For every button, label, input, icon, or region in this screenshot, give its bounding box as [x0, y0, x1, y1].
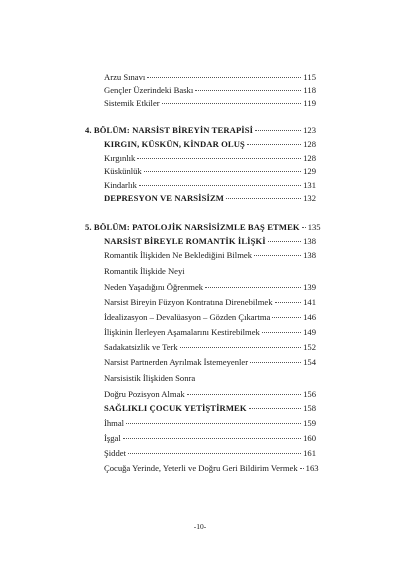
toc-entry-page: 118 — [303, 85, 316, 95]
leader-dots — [247, 144, 301, 145]
leader-dots — [250, 362, 301, 363]
toc-entry-title: Narsist Bireyin Füzyon Kontratına Direnebilmek — [104, 297, 273, 307]
toc-entry-title: İdealizasyon – Devalüasyon – Gözden Çıkartma — [104, 312, 271, 322]
toc-entry-page: 128 — [303, 153, 316, 163]
toc-entry-title: Narsisistik İlişkiden Sonra — [104, 373, 196, 383]
toc-entry-title: 5. BÖLÜM: PATOLOJİK NARSİSİZMLE BAŞ ETMEK — [85, 222, 300, 232]
leader-dots — [162, 103, 302, 104]
leader-dots — [262, 332, 301, 333]
toc-entry — [104, 463, 319, 474]
toc-entry-page: 154 — [303, 357, 316, 367]
toc-entry-line — [104, 373, 195, 384]
toc-entry-page: 152 — [303, 342, 316, 352]
toc-entry — [104, 72, 316, 83]
leader-dots — [300, 468, 304, 469]
toc-entry-page: 131 — [303, 180, 316, 190]
toc-entry-title: Romantik İlişkiden Ne Beklediğini Bilmek — [104, 250, 252, 260]
toc-entry-page: 123 — [303, 125, 316, 135]
leader-dots — [255, 130, 301, 131]
toc-entry-page: 160 — [303, 433, 316, 443]
toc-entry — [104, 166, 316, 177]
toc-entry — [104, 433, 316, 444]
toc-entry — [104, 357, 316, 368]
toc-entry-page: 138 — [303, 236, 316, 246]
toc-entry — [104, 250, 316, 261]
toc-entry-title: İşgal — [104, 433, 121, 443]
toc-entry — [104, 85, 316, 96]
toc-entry — [104, 448, 316, 459]
leader-dots — [137, 158, 301, 159]
toc-entry-title: Küskünlük — [104, 166, 142, 176]
toc-entry-page: 139 — [303, 282, 316, 292]
leader-dots — [272, 317, 301, 318]
leader-dots — [147, 77, 301, 78]
toc-entry-title: NARSİST BİREYLE ROMANTİK İLİŞKİ — [104, 236, 266, 246]
toc-entry-title: Romantik İlişkide Neyi — [104, 266, 185, 276]
toc-entry-page: 156 — [303, 389, 316, 399]
toc-entry-title: Kindarlık — [104, 180, 137, 190]
toc-entry-page: 138 — [303, 250, 316, 260]
toc-entry-page: 128 — [303, 139, 316, 149]
toc-entry-page: 159 — [303, 418, 316, 428]
toc-entry-title: Gençler Üzerindeki Baskı — [104, 85, 194, 95]
toc-entry — [104, 418, 316, 429]
toc-entry-page: 161 — [303, 448, 316, 458]
leader-dots — [268, 241, 301, 242]
toc-entry-page: 141 — [303, 297, 316, 307]
toc-entry — [104, 312, 316, 323]
toc-entry — [104, 389, 316, 400]
toc-entry — [104, 297, 316, 308]
toc-entry-page: 132 — [303, 193, 316, 203]
leader-dots — [144, 171, 301, 172]
leader-dots — [139, 185, 301, 186]
leader-dots — [126, 423, 301, 424]
leader-dots — [249, 408, 301, 409]
toc-entry — [104, 180, 316, 191]
toc-entry-title: Kırgınlık — [104, 153, 136, 163]
toc-entry — [104, 282, 316, 293]
toc-entry-title: Şiddet — [104, 448, 126, 458]
toc-entry-page: 135 — [307, 222, 321, 232]
toc-entry-title: Doğru Pozisyon Almak — [104, 389, 185, 399]
leader-dots — [128, 453, 301, 454]
toc-entry-title: DEPRESYON VE NARSİSİZM — [104, 193, 224, 203]
toc-entry-page: 119 — [303, 98, 316, 108]
leader-dots — [226, 198, 301, 199]
leader-dots — [195, 90, 301, 91]
toc-entry-title: Sadakatsizlik ve Terk — [104, 342, 178, 352]
toc-section-heading — [104, 139, 316, 150]
toc-entry-title: Sistemik Etkiler — [104, 98, 160, 108]
toc-entry-page: 146 — [303, 312, 316, 322]
toc-section-heading — [104, 193, 316, 204]
toc-entry-title: SAĞLIKLI ÇOCUK YETİŞTİRMEK — [104, 403, 247, 413]
leader-dots — [180, 347, 301, 348]
toc-entry-title: 4. BÖLÜM: NARSİST BİREYİN TERAPİSİ — [85, 125, 254, 135]
toc-entry-page: 149 — [303, 327, 316, 337]
toc-section-heading — [104, 403, 316, 414]
leader-dots — [123, 438, 301, 439]
toc-entry-page: 115 — [303, 72, 316, 82]
leader-dots — [275, 302, 302, 303]
toc-entry — [104, 327, 316, 338]
toc-entry-page: 163 — [305, 463, 319, 473]
toc-entry — [104, 342, 316, 353]
toc-entry-title: Narsist Partnerden Ayrılmak İstemeyenler — [104, 357, 249, 367]
toc-entry-title: Neden Yaşadığını Öğrenmek — [104, 282, 204, 292]
toc-entry — [104, 153, 316, 164]
toc-entry-title: KIRGIN, KÜSKÜN, KİNDAR OLUŞ — [104, 139, 245, 149]
toc-entry-title: Arzu Sınavı — [104, 72, 146, 82]
toc-chapter-heading — [85, 222, 321, 233]
toc-entry-line — [104, 266, 185, 277]
toc-section-heading — [104, 236, 316, 247]
toc-entry-title: İlişkinin İlerleyen Aşamalarını Kestirebilmek — [104, 327, 260, 337]
leader-dots — [302, 227, 306, 228]
toc-entry-page: 129 — [303, 166, 316, 176]
toc-entry-page: 158 — [303, 403, 316, 413]
toc-entry-title: İhmal — [104, 418, 125, 428]
page-number: -10- — [193, 522, 207, 531]
toc-entry — [104, 98, 316, 109]
toc-chapter-heading — [85, 125, 316, 136]
leader-dots — [254, 255, 301, 256]
leader-dots — [187, 394, 301, 395]
leader-dots — [205, 287, 301, 288]
toc-entry-title: Çocuğa Yerinde, Yeterli ve Doğru Geri Bildirim Vermek — [104, 463, 298, 473]
